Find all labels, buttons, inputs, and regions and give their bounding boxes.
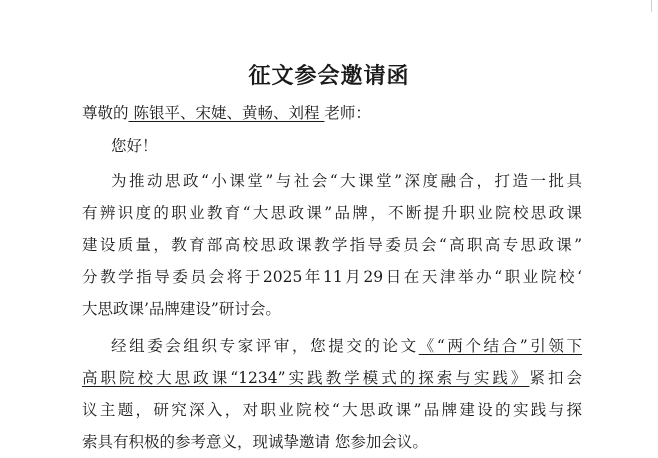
- paragraph-invitation: [82, 330, 582, 458]
- salutation-suffix: 老师：: [324, 104, 371, 122]
- paragraph-line: 大思政课’品牌建设”研讨会。: [82, 300, 281, 318]
- paper-intro-text: 经组委会组织专家评审，您提交的论文: [111, 337, 419, 355]
- letter-title: 征文参会邀请函: [248, 64, 410, 89]
- paper-title-part1: 《“两个结合”引领下: [418, 337, 582, 355]
- paragraph-line: 有辨识度的职业教育“大思政课”品牌，不断提升职业院校思政课: [82, 204, 582, 222]
- paragraph-line: 索具有积极的参考意义，现诚挚邀请 您参加会议。: [82, 433, 428, 451]
- paragraph-line: [82, 362, 582, 394]
- paragraph-line: 为推动思政“小课堂”与社会“大课堂”深度融合，打造一批具: [111, 172, 582, 190]
- paragraph-background: [82, 165, 582, 325]
- greeting: 您好！: [111, 137, 158, 155]
- paper-title-suffix: 紧扣会: [529, 369, 582, 387]
- salutation-prefix: 尊敬的: [82, 104, 129, 122]
- paper-title-part2: 高职院校大思政课“1234”实践教学模式的探索与实践》: [82, 369, 530, 387]
- paragraph-line: [82, 330, 582, 362]
- paragraph-line: 议主题，研究深入，对职业院校“大思政课”品牌建设的实践与探: [82, 401, 582, 419]
- recipient-names: 陈银平、宋婕、黄畅、刘程: [133, 104, 320, 122]
- salutation: [82, 100, 371, 126]
- paragraph-line: 建设质量，教育部高校思政课教学指导委员会“高职高专思政课”: [82, 236, 582, 254]
- paragraph-line: 分教学指导委员会将于2025年11月29日在天津举办“职业院校‘: [82, 268, 582, 286]
- page-corner-mark: [631, 0, 652, 12]
